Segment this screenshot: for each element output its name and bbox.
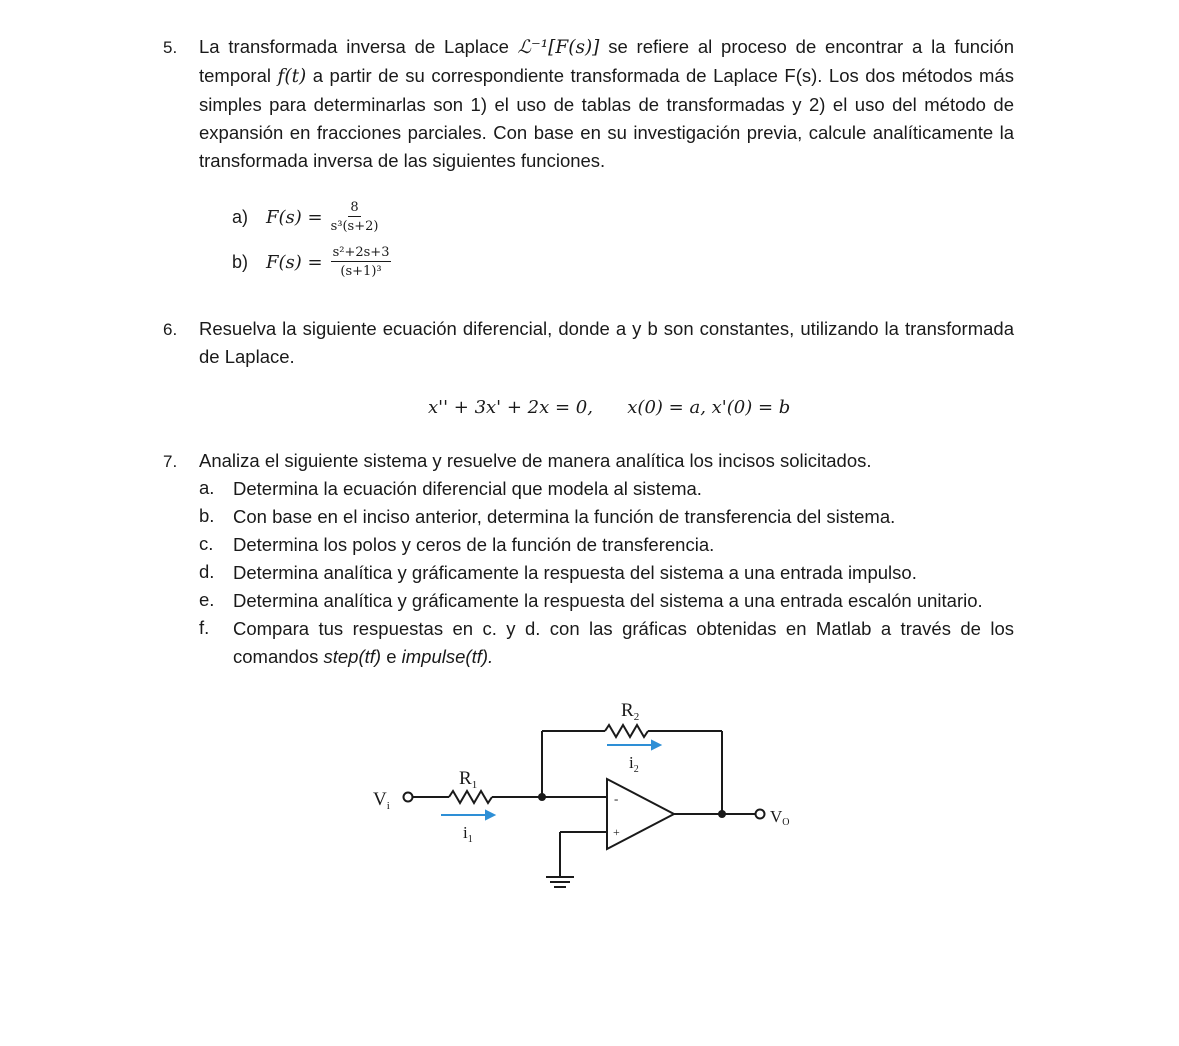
q5-item-a-label: a)	[232, 206, 249, 227]
i2-arrow-head	[652, 741, 660, 749]
q5-item-b-lhs: F(s) =	[266, 251, 323, 273]
q7-item-a-text: Determina la ecuación diferencial que modela al sistema.	[233, 478, 702, 499]
junction-inverting	[538, 793, 546, 801]
junction-output	[718, 810, 726, 818]
q7-item-b-text: Con base en el inciso anterior, determina la función de transferencia del sistema.	[233, 506, 896, 527]
q7-paragraph: Analiza el siguiente sistema y resuelve de manera analítica los incisos solicitados.	[199, 450, 872, 471]
q6-equation: x'' + 3x' + 2x = 0, x(0) = a, x'(0) = b	[428, 397, 791, 418]
q7-item-e-text: Determina analítica y gráficamente la respuesta del sistema a una entrada escalón unitario.	[233, 590, 983, 611]
q7-item-f-cmd-step: step(tf)	[323, 646, 382, 667]
q7-item-c-text: Determina los polos y ceros de la función de transferencia.	[233, 534, 715, 555]
q7-item-c-label: c.	[199, 533, 214, 554]
vo-terminal	[756, 810, 765, 819]
q6-number: 6.	[163, 320, 178, 339]
r2-label: $R_2$	[621, 700, 640, 723]
q7-item-d-label: d.	[199, 561, 215, 582]
q7-item-e-label: e.	[199, 589, 215, 610]
q7-item-f-text-before: Compara tus respuestas en c. y d. con las gráficas obtenidas en Matlab a través de los comandos	[233, 618, 1014, 667]
q7-number: 7.	[163, 452, 178, 471]
i2-label: $i_2$	[629, 753, 639, 775]
q5-item-b-label: b)	[232, 251, 249, 272]
i1-label: $i_1$	[463, 823, 473, 845]
q7-item-a-label: a.	[199, 477, 215, 498]
q5-item-b-numerator: s²+2s+3	[332, 245, 390, 260]
q7-item-d-text: Determina analítica y gráficamente la respuesta del sistema a una entrada impulso.	[233, 562, 917, 583]
opamp-minus: -	[614, 791, 619, 806]
r1-label: $R_1$	[459, 768, 478, 791]
q7-item-f-middle: e	[381, 646, 402, 667]
vi-label: $V_i$	[373, 789, 390, 812]
q6-paragraph: Resuelva la siguiente ecuación diferencial, donde a y b son constantes, utilizando la transformada de Laplace.	[199, 318, 1014, 367]
vi-terminal	[404, 793, 413, 802]
i1-arrow-head	[486, 811, 494, 819]
q7-item-f-cmd-impulse: impulse(tf).	[401, 646, 494, 667]
opamp-plus: +	[613, 825, 620, 839]
q5-ft: f(t)	[277, 66, 307, 87]
q7-item-b-label: b.	[199, 505, 215, 526]
q5-number: 5.	[163, 38, 178, 57]
q5-item-a-lhs: F(s) =	[266, 206, 323, 228]
q5-text-rest: a partir de su correspondiente transformada de Laplace F(s). Los dos métodos más simples para determinarlas son 1) el uso de tablas de transformadas y 2) el uso del método de expansión en fracciones parciales. Con base en su investigación previa, calcule analíticamente la transformada inversa de las siguientes funciones.	[199, 65, 1014, 171]
q5-item-a-denominator: s³(s+2)	[330, 219, 379, 234]
r1-resistor	[449, 791, 492, 803]
q5-laplace-operator: ℒ⁻¹[F(s)]	[517, 37, 600, 58]
q5-text-after: se refiere al proceso de encontrar a la función temporal	[199, 36, 1014, 86]
q5-item-a-numerator: 8	[350, 200, 359, 215]
vo-label: VO	[770, 807, 790, 828]
q5-item-b-denominator: (s+1)³	[340, 264, 382, 279]
q7-item-f-label: f.	[199, 617, 210, 638]
q5-text-before: La transformada inversa de Laplace	[199, 36, 518, 57]
r2-resistor	[605, 725, 648, 737]
